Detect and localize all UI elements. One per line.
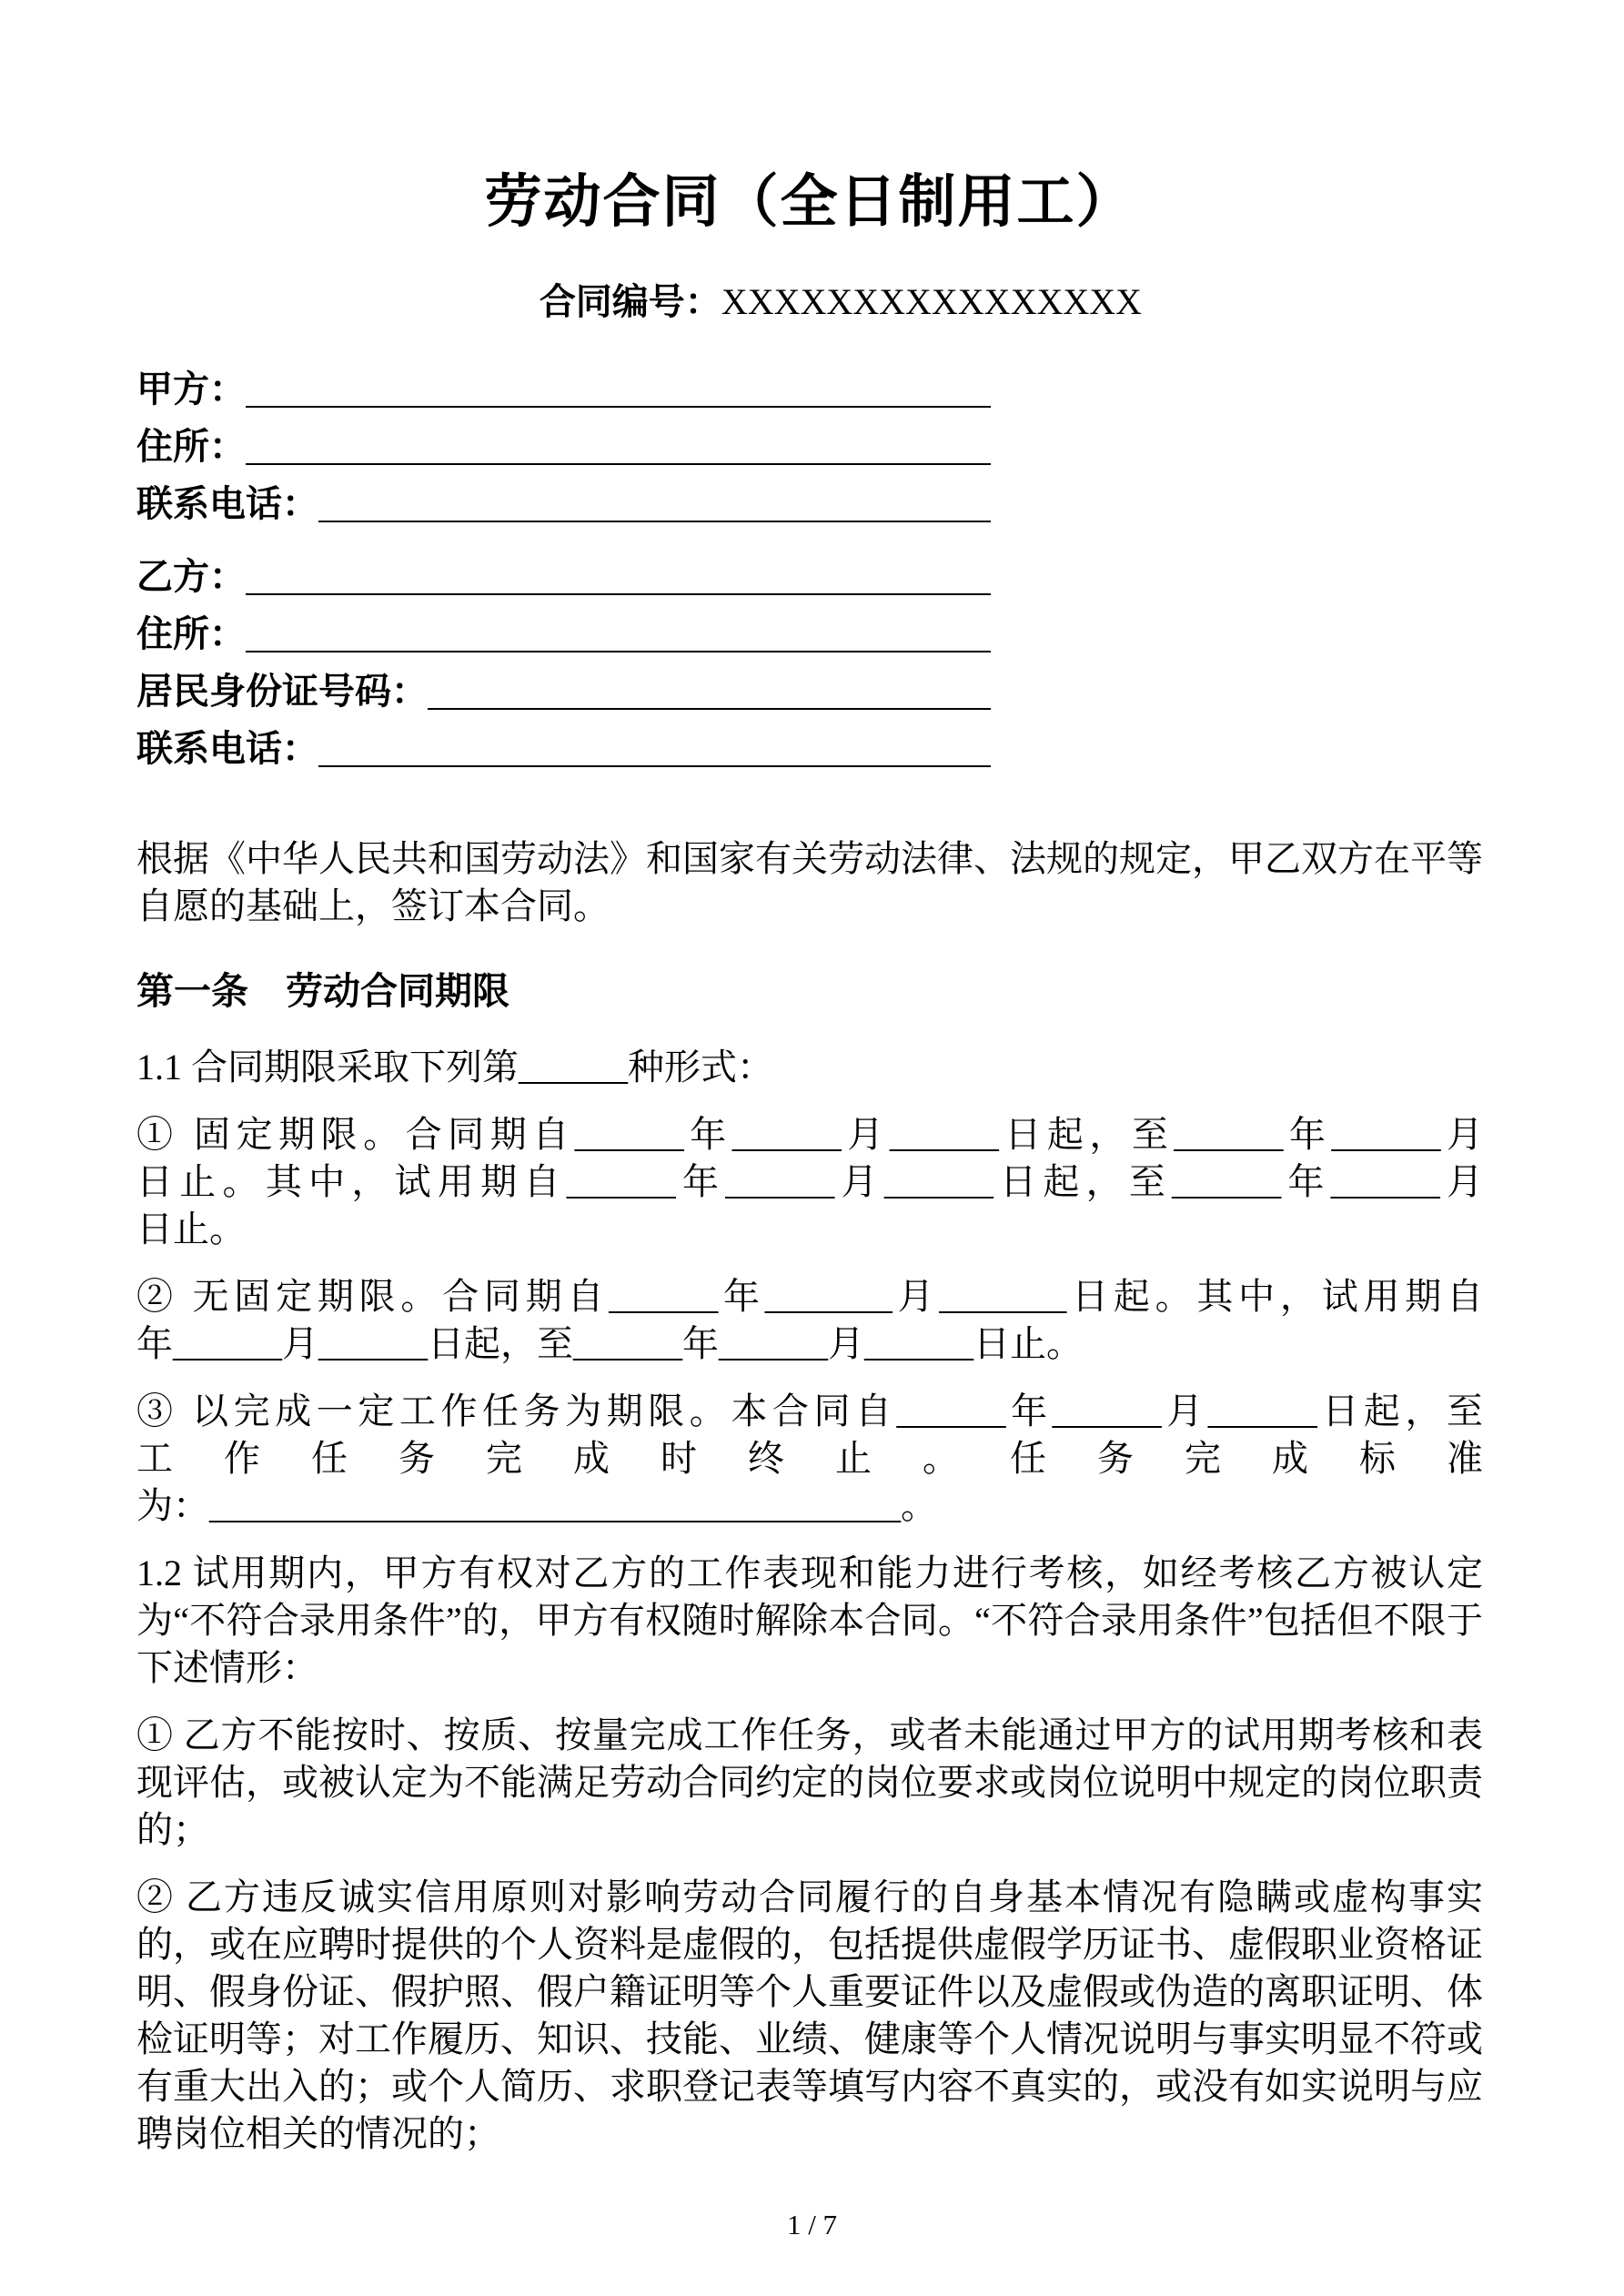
party-b-name-row — [136, 557, 991, 595]
party-a-phone-label: 联系电话： — [136, 482, 318, 524]
party-a-name-label: 甲方： — [136, 368, 246, 410]
clause-item-task-term — [136, 1388, 1483, 1530]
clause-item-fixed-term — [136, 1111, 1483, 1253]
clause-1-2: 1.2 试用期内，甲方有权对乙方的工作表现和能力进行考核，如经考核乙方被认定为“不符合录用条件”的，甲方有权随时解除本合同。“不符合录用条件”包括但不限于下述情形： — [136, 1552, 1483, 1688]
party-a-address-label: 住所： — [136, 425, 246, 467]
party-b-phone-blank — [318, 727, 991, 767]
contract-number-line — [136, 278, 1483, 326]
fixed-term-line-3: 日止。 — [136, 1208, 246, 1249]
party-a-name-blank — [246, 368, 991, 408]
task-term-line-2: 工作任务完成时终止。任务完成标准 — [136, 1437, 1483, 1479]
intro-paragraph: 根据《中华人民共和国劳动法》和国家有关劳动法律、法规的规定，甲乙双方在平等自愿的基础上，签订本合同。 — [136, 837, 1483, 926]
clause-1-2-item-2: ② 乙方违反诚实信用原则对影响劳动合同履行的自身基本情况有隐瞒或虚构事实的，或在应聘时提供的个人资料是虚假的，包括提供虚假学历证书、虚假职业资格证明、假身份证、假护照、假户籍证明等个人重要证件以及虚假或伪造的离职证明、体检证明等；对工作履历、知识、技能、业绩、健康等个人情况说明与事实明显不符或有重大出入的；或个人简历、求职登记表等填写内容不真实的，或没有如实说明与应聘岗位相关的情况的； — [136, 1876, 1483, 2154]
clause-1-1: 1.1 合同期限采取下列第______种形式： — [136, 1046, 773, 1087]
party-b-block — [136, 557, 1483, 767]
fixed-term-line-2: 日止。其中，试用期自______年______月______日起，至______年______月 — [136, 1160, 1483, 1202]
section-1-heading: 第一条 劳动合同期限 — [136, 969, 509, 1012]
document-title: 劳动合同（全日制用工） — [484, 170, 1135, 234]
contract-number-label: 合同编号： — [539, 280, 721, 322]
clause-1-2-item-1: ① 乙方不能按时、按质、按量完成工作任务，或者未能通过甲方的试用期考核和表现评估，或被认定为不能满足劳动合同约定的岗位要求或岗位说明中规定的岗位职责的； — [136, 1714, 1483, 1850]
party-b-address-label: 住所： — [136, 612, 246, 654]
fixed-term-line-1: ① 固定期限。合同期自______年______月______日起，至______年______月 — [136, 1113, 1483, 1155]
task-term-line-3: 为：______________________________________。 — [136, 1484, 937, 1526]
party-b-name-blank — [246, 555, 991, 595]
contract-number-value: XXXXXXXXXXXXXXXX — [721, 280, 1142, 322]
clause-item-open-term — [136, 1273, 1483, 1368]
task-term-line-1: ③ 以完成一定工作任务为期限。本合同自______年______月______日起，至 — [136, 1390, 1483, 1431]
party-a-phone-blank — [318, 482, 991, 522]
party-a-name-row — [136, 369, 991, 408]
open-term-line-2: 年______月______日起，至______年______月______日止。 — [136, 1322, 1083, 1364]
party-a-phone-row — [136, 484, 991, 522]
party-b-phone-row — [136, 729, 991, 767]
party-b-id-blank — [428, 670, 991, 710]
party-b-id-label: 居民身份证号码： — [136, 670, 428, 712]
party-b-phone-label: 联系电话： — [136, 727, 318, 769]
party-b-address-row — [136, 614, 991, 652]
party-a-address-blank — [246, 425, 991, 465]
party-b-id-row — [136, 672, 991, 710]
party-b-address-blank — [246, 612, 991, 652]
open-term-line-1: ② 无固定期限。合同期自______年_______月_______日起。其中，试用期自 — [136, 1275, 1483, 1317]
party-b-name-label: 乙方： — [136, 555, 246, 597]
party-a-block — [136, 369, 1483, 522]
page-number: 1 / 7 — [786, 2208, 838, 2240]
party-a-address-row — [136, 427, 991, 465]
